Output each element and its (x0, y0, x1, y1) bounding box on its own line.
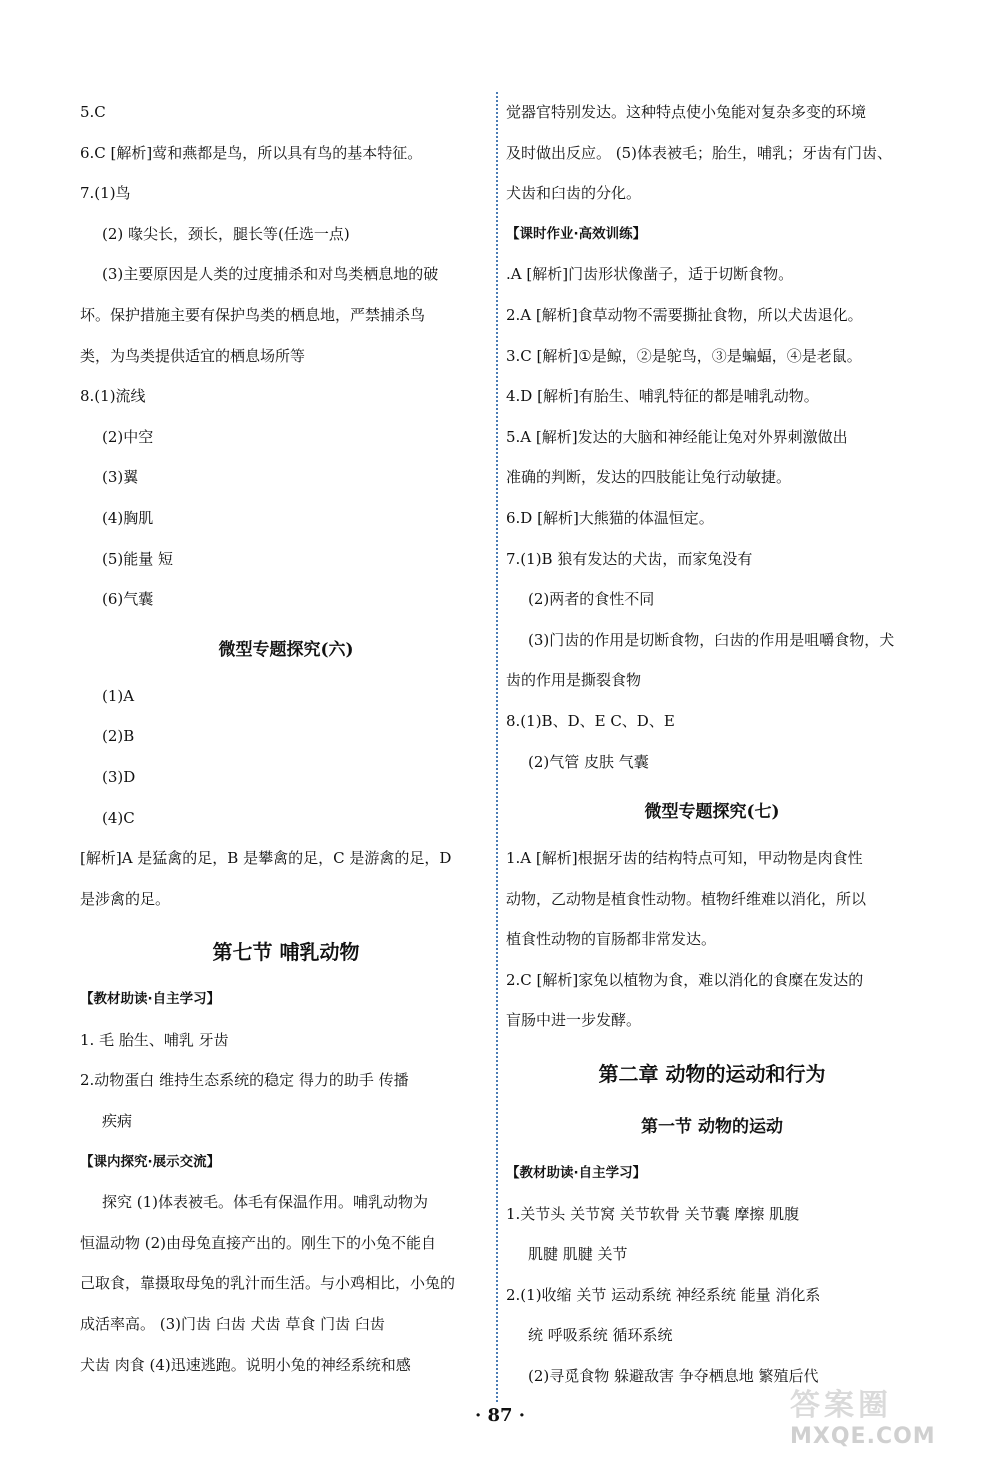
left-column (80, 92, 492, 1385)
left-text-line: 疾病 (102, 1112, 133, 1131)
left-text-line: 6.C [解析]莺和燕都是鸟，所以具有鸟的基本特征。 (80, 143, 423, 162)
right-text-line: 觉器官特别发达。这种特点使小兔能对复杂多变的环境 (506, 103, 867, 121)
right-column (506, 92, 918, 1397)
right-subsection-banner: 【课时作业·高效训练】 (506, 225, 647, 242)
left-text-line: 成活率高。 (3)门齿 臼齿 犬齿 草食 门齿 臼齿 (80, 1315, 385, 1334)
left-text-line: (5)能量 短 (102, 549, 174, 568)
column-divider (496, 92, 498, 1402)
right-text-line: (2)寻觅食物 躲避敌害 争夺栖息地 繁殖后代 (528, 1367, 819, 1386)
left-text-line: (3)D (102, 767, 136, 786)
left-text-line: 犬齿 肉食 (4)迅速逃跑。说明小兔的神经系统和感 (80, 1355, 411, 1374)
left-text-line: (4)C (102, 808, 135, 827)
right-text-line: 1.关节头 关节窝 关节软骨 关节囊 摩擦 肌腹 (506, 1204, 800, 1223)
right-text-line: 2.C [解析]家兔以植物为食，难以消化的食糜在发达的 (506, 970, 864, 989)
left-text-line: [解析]A 是猛禽的足，B 是攀禽的足，C 是游禽的足，D (80, 849, 452, 868)
left-text-line: (3)翼 (102, 468, 139, 487)
right-text-line: 1.A [解析]根据牙齿的结构特点可知，甲动物是肉食性 (506, 849, 863, 868)
page-number: · 87 · (474, 1405, 526, 1426)
left-text-line: (2) 喙尖长，颈长，腿长等(任选一点) (102, 224, 350, 243)
right-chapter-heading: 第二章 动物的运动和行为 (598, 1062, 826, 1087)
left-text-line: 5.C (80, 103, 106, 121)
left-chapter-heading: 第七节 哺乳动物 (212, 940, 360, 965)
left-text-line: 探究 (1)体表被毛。体毛有保温作用。哺乳动物为 (102, 1193, 429, 1212)
right-text-line: 动物，乙动物是植食性动物。植物纤维难以消化，所以 (506, 889, 867, 908)
left-text-line: 1. 毛 胎生、哺乳 牙齿 (80, 1030, 229, 1049)
left-text-line: (3)主要原因是人类的过度捕杀和对鸟类栖息地的破 (102, 265, 439, 284)
left-text-line: 己取食，靠摄取母兔的乳汁而生活。与小鸡相比，小兔的 (80, 1274, 456, 1293)
watermark-bottom-text: MXQE.COM (790, 1424, 936, 1449)
right-section-heading: 微型专题探究(七) (644, 802, 780, 823)
right-subsection-banner: 【教材助读·自主学习】 (506, 1165, 647, 1182)
right-text-line: 8.(1)B、D、E C、D、E (506, 711, 675, 730)
watermark-top-text: 答案圈 (790, 1388, 892, 1423)
left-text-line: (2)中空 (102, 427, 154, 446)
left-subsection-banner: 【教材助读·自主学习】 (80, 991, 221, 1008)
left-subsection-banner: 【课内探究·展示交流】 (80, 1153, 221, 1170)
left-text-line: 7.(1)鸟 (80, 184, 131, 203)
right-text-line: 准确的判断，发达的四肢能让兔行动敏捷。 (506, 468, 792, 487)
right-text-line: 3.C [解析]①是鲸，②是鸵鸟，③是蝙蝠，④是老鼠。 (506, 346, 862, 365)
right-text-line: 7.(1)B 狼有发达的犬齿，而家兔没有 (506, 549, 753, 568)
left-text-line: (4)胸肌 (102, 508, 154, 527)
right-text-line: 肌腱 肌腱 关节 (528, 1245, 628, 1264)
right-text-line: 齿的作用是撕裂食物 (506, 671, 642, 690)
right-text-line: 犬齿和臼齿的分化。 (506, 184, 642, 203)
left-text-line: 类，为鸟类提供适宜的栖息场所等 (80, 346, 306, 365)
left-text-line: (2)B (102, 727, 135, 746)
right-text-line: 5.A [解析]发达的大脑和神经能让兔对外界刺激做出 (506, 427, 848, 446)
right-text-line: 2.A [解析]食草动物不需要撕扯食物，所以犬齿退化。 (506, 305, 863, 324)
right-text-line: 2.(1)收缩 关节 运动系统 神经系统 能量 消化系 (506, 1285, 821, 1304)
right-text-line: (3)门齿的作用是切断食物，臼齿的作用是咀嚼食物，犬 (528, 630, 895, 649)
watermark-logo (790, 1380, 980, 1450)
right-text-line: (2)气管 皮肤 气囊 (528, 752, 649, 771)
left-text-line: (6)气囊 (102, 590, 154, 609)
right-text-line: 盲肠中进一步发酵。 (506, 1011, 642, 1030)
right-text-line: 6.D [解析]大熊猫的体温恒定。 (506, 508, 714, 527)
left-text-line: 8.(1)流线 (80, 387, 146, 406)
right-text-line: 及时做出反应。 (5)体表被毛；胎生，哺乳；牙齿有门齿、 (506, 143, 893, 162)
left-text-line: 恒温动物 (2)由母兔直接产出的。刚生下的小兔不能自 (80, 1233, 437, 1252)
left-section-heading: 微型专题探究(六) (218, 639, 354, 660)
right-text-line: 统 呼吸系统 循环系统 (528, 1326, 673, 1345)
right-text-line: 4.D [解析]有胎生、哺乳特征的都是哺乳动物。 (506, 387, 819, 406)
right-text-line: (2)两者的食性不同 (528, 590, 655, 609)
right-text-line: 植食性动物的盲肠都非常发达。 (506, 930, 717, 949)
left-text-line: 坏。保护措施主要有保护鸟类的栖息地，严禁捕杀鸟 (80, 305, 426, 324)
left-text-line: 2.动物蛋白 维持生态系统的稳定 得力的助手 传播 (80, 1071, 409, 1090)
left-text-line: (1)A (102, 686, 135, 705)
right-section-heading: 第一节 动物的运动 (641, 1117, 783, 1138)
right-text-line: .A [解析]门齿形状像凿子，适于切断食物。 (506, 265, 794, 284)
left-text-line: 是涉禽的足。 (80, 889, 171, 908)
